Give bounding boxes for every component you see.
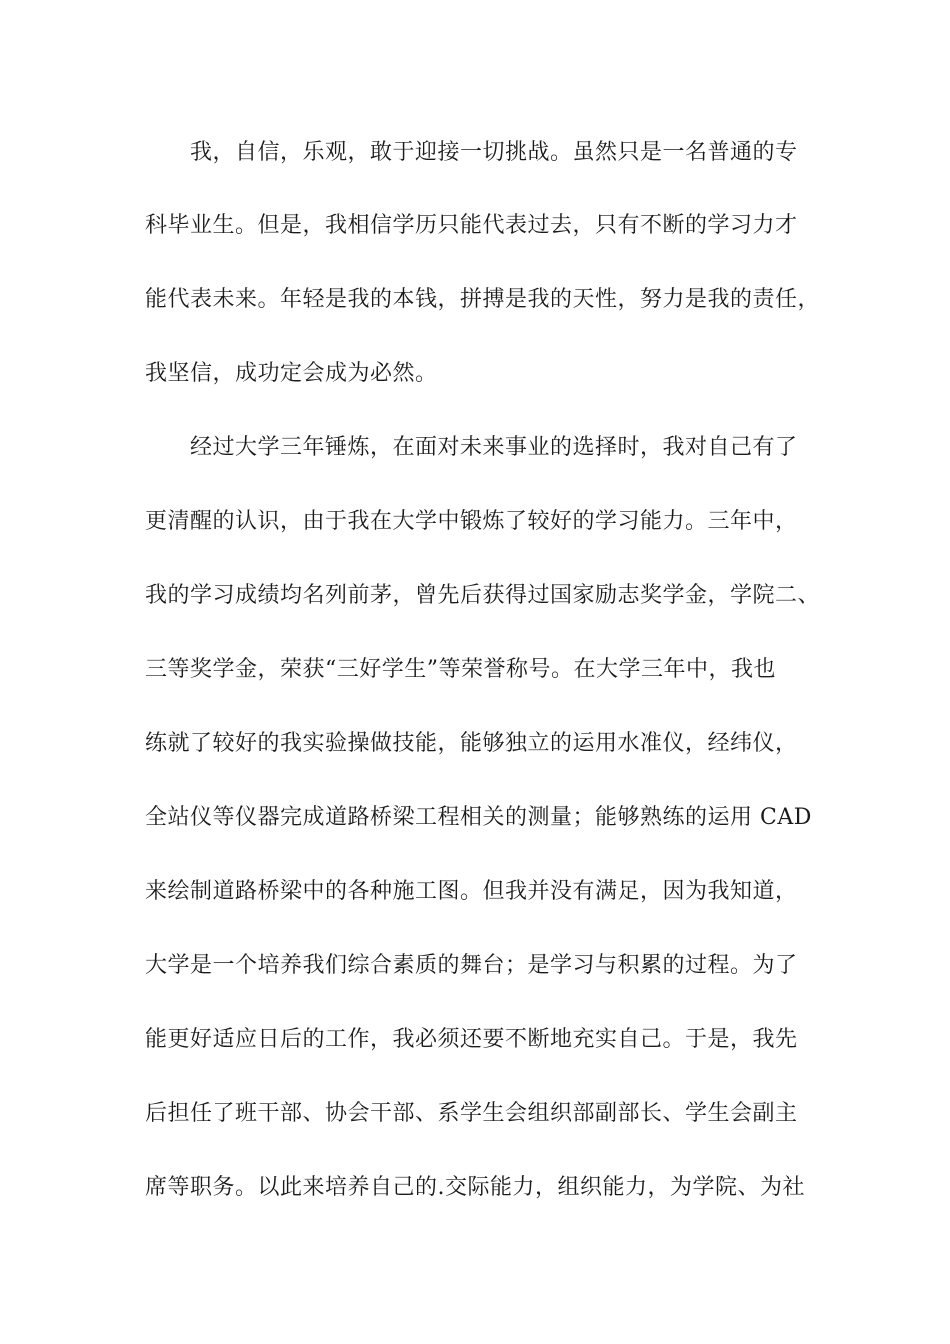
text-line: 能更好适应日后的工作，我必须还要不断地充实自己。于是，我先 — [145, 1027, 798, 1052]
text-line: 练就了较好的我实验操做技能，能够独立的运用水准仪，经纬仪， — [145, 731, 798, 756]
text-line: 大学是一个培养我们综合素质的舞台；是学习与积累的过程。为了 — [145, 953, 798, 978]
text-line: 来绘制道路桥梁中的各种施工图。但我并没有满足，因为我知道， — [145, 879, 798, 904]
text-line: 后担任了班干部、协会干部、系学生会组织部副部长、学生会副主 — [145, 1101, 798, 1126]
text-line: 席等职务。以此来培养自己的.交际能力，组织能力，为学院、为社 — [145, 1175, 805, 1200]
text-line: 能代表未来。年轻是我的本钱，拼搏是我的天性，努力是我的责任， — [145, 287, 821, 312]
text-line: 我坚信，成功定会成为必然。 — [145, 361, 438, 386]
text-line: 经过大学三年锤炼，在面对未来事业的选择时，我对自己有了 — [190, 435, 798, 460]
text-line: 全站仪等仪器完成道路桥梁工程相关的测量；能够熟练的运用 CAD — [145, 805, 812, 830]
text-line: 科毕业生。但是，我相信学历只能代表过去，只有不断的学习力才 — [145, 213, 798, 238]
text-line: 三等奖学金，荣获“三好学生”等荣誉称号。在大学三年中，我也 — [145, 657, 776, 682]
text-line: 我的学习成绩均名列前茅，曾先后获得过国家励志奖学金，学院二、 — [145, 583, 821, 608]
text-line: 我，自信，乐观，敢于迎接一切挑战。虽然只是一名普通的专 — [190, 140, 798, 165]
text-line: 更清醒的认识，由于我在大学中锻炼了较好的学习能力。三年中， — [145, 509, 798, 534]
